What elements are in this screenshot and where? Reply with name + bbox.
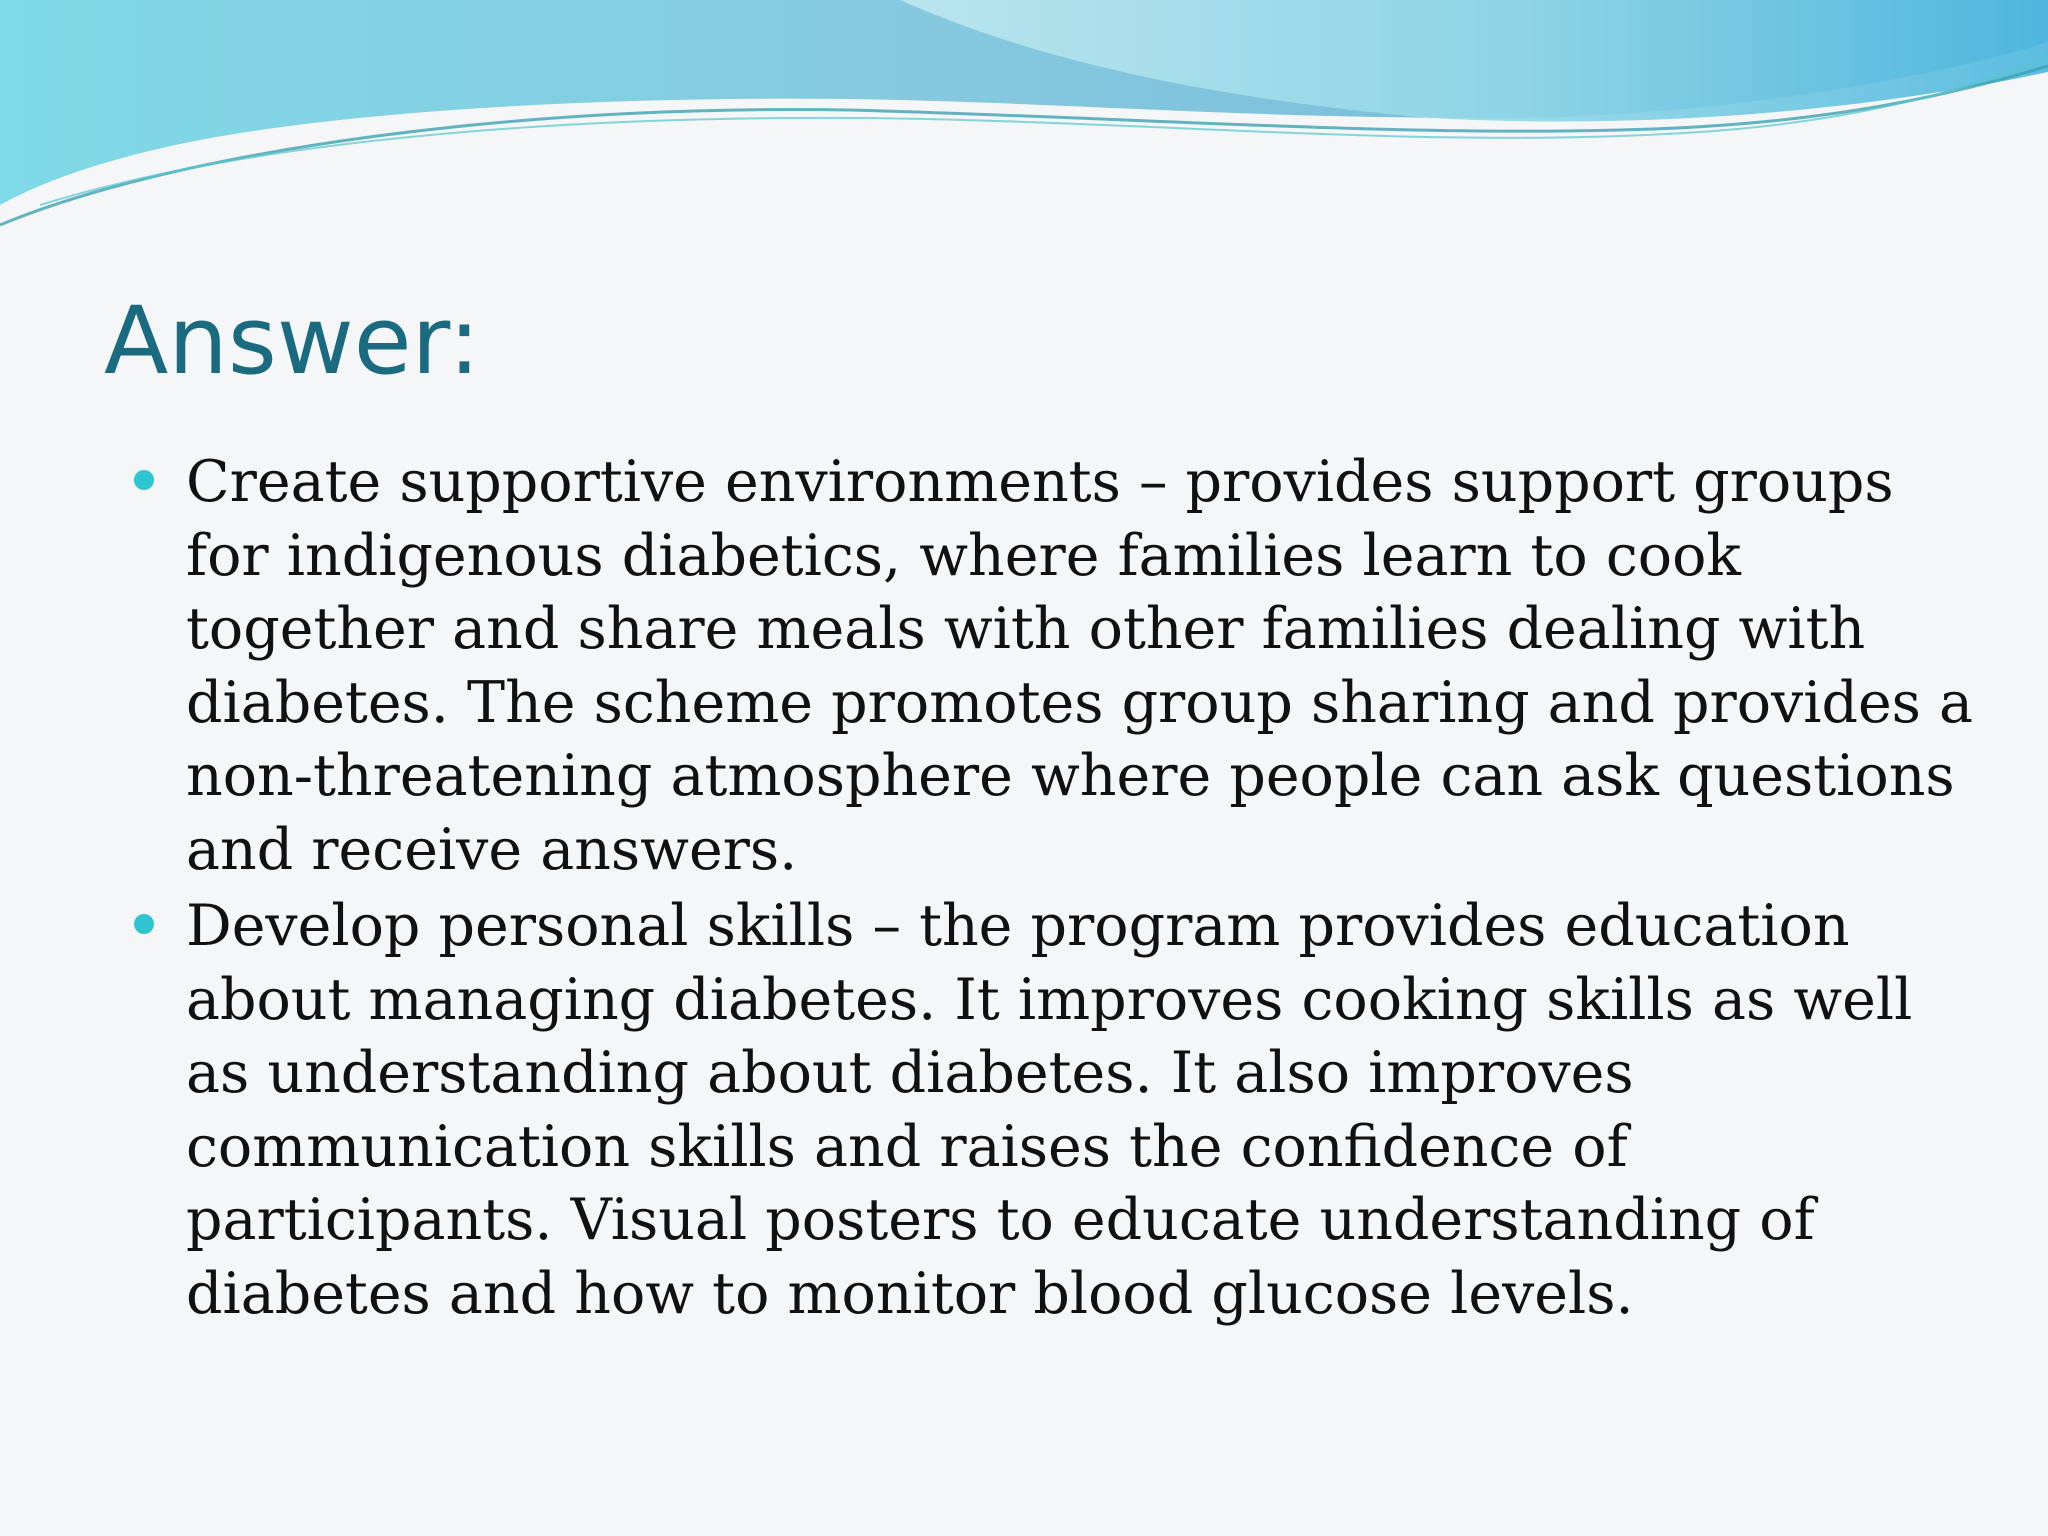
bullet-marker-icon [134,470,154,490]
bullet-item-personal-skills [186,890,1976,1331]
bullet-text: Develop personal skills – the program provides education about managing diabetes. It improves cooking skills as well as understanding about diabetes. It also improves communication skills and raises the confidence of participants. Visual posters to educate understanding of diabetes and how to monitor blood glucose levels. [186,893,1913,1327]
bullet-marker-icon [134,914,154,934]
bullet-text: Create supportive environments – provides support groups for indigenous diabetics, where families learn to cook together and share meals with other families dealing with diabetes. The scheme promotes group sharing and provides a non-threatening atmosphere where people can ask questions and receive answers. [186,449,1974,883]
answer-bullet-list [186,446,1976,1334]
bullet-item-supportive-environments [186,446,1976,887]
wave-header [0,0,2048,240]
slide-title: Answer: [104,287,481,396]
